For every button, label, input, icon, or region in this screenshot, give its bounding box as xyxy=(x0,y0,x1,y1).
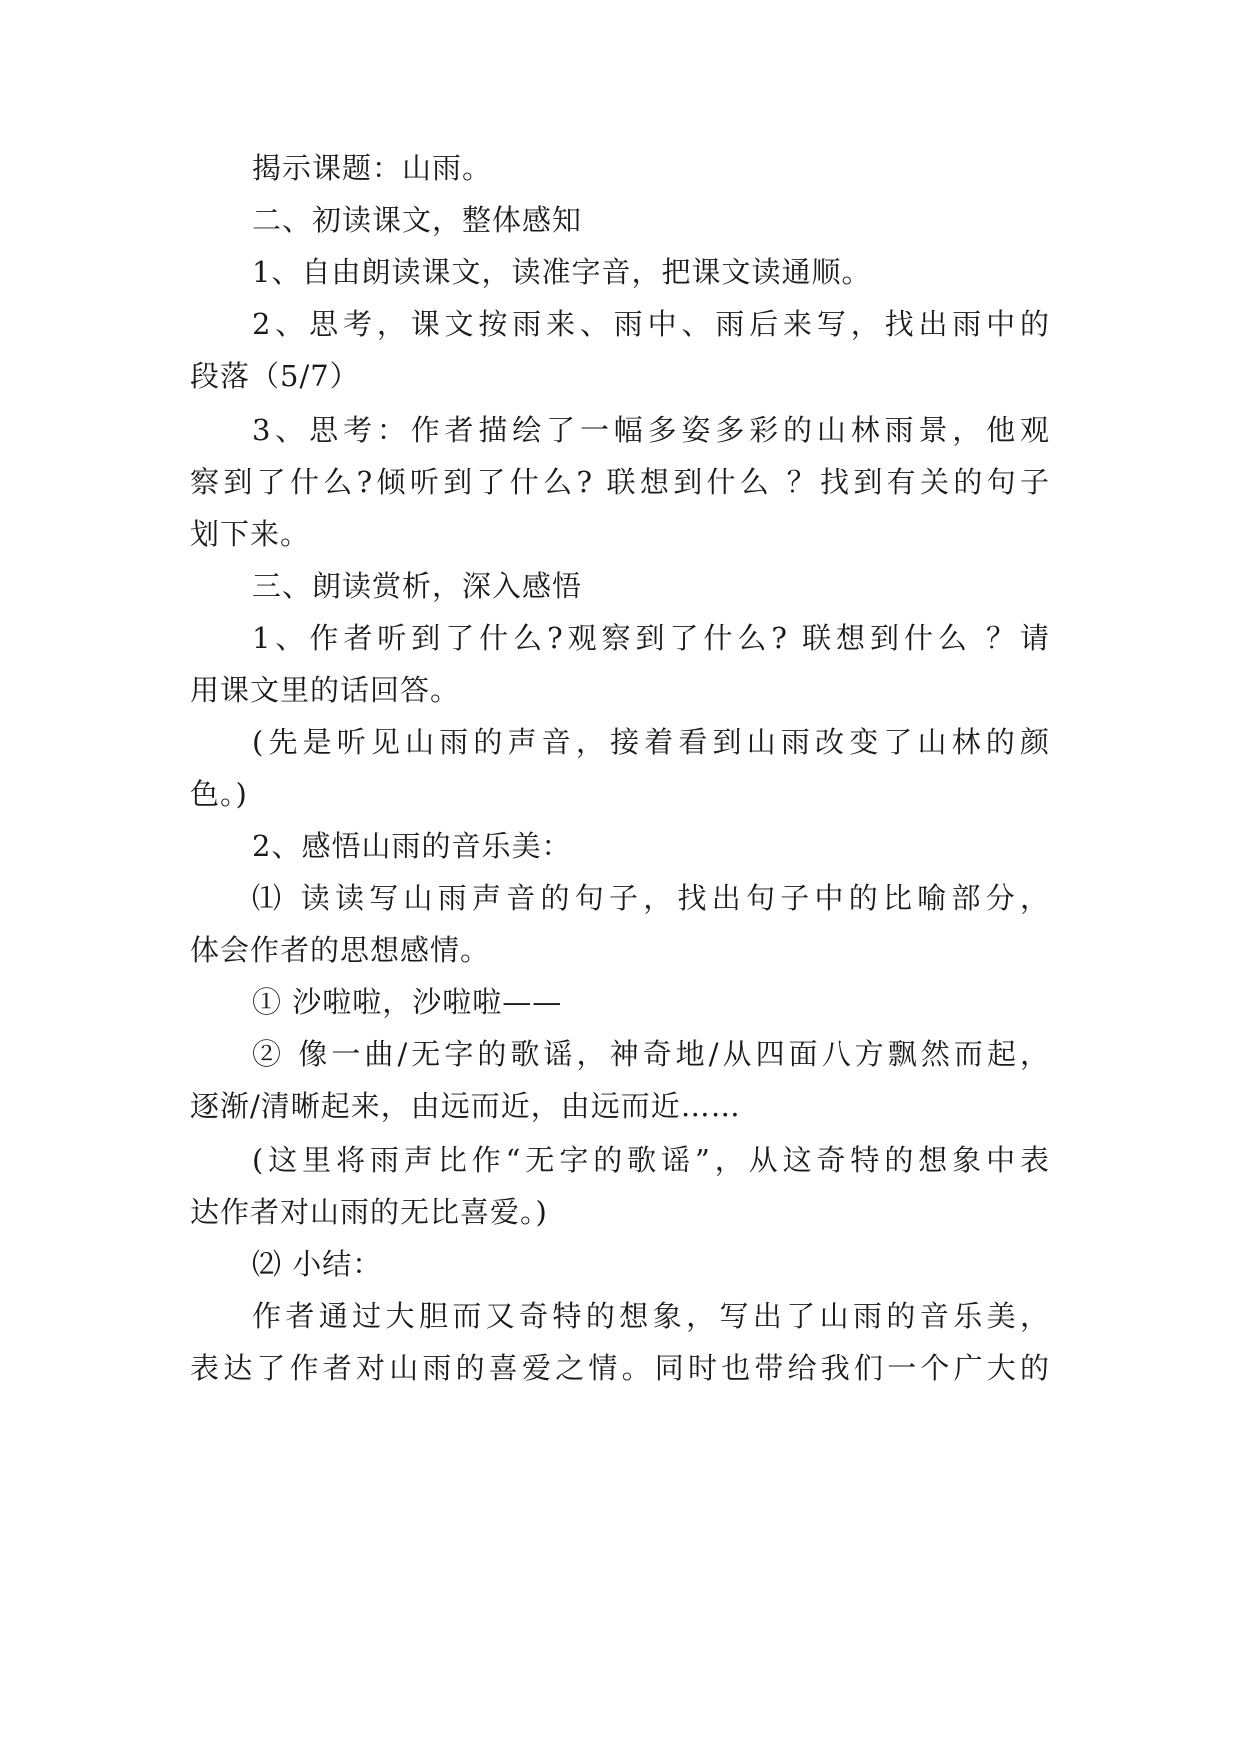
text-line: ⑵ 小结： xyxy=(252,1247,383,1281)
text-line: (这里将雨声比作“无字的歌谣”，从这奇特的想象中表 xyxy=(252,1143,1050,1177)
section-heading: 二、初读课文，整体感知 xyxy=(252,203,583,237)
text-line: 1、作者听到了什么?观察到了什么? 联想到什么 ？请 xyxy=(252,621,1050,655)
text-line: 察到了什么?倾听到了什么? 联想到什么 ？找到有关的句子 xyxy=(190,465,1050,499)
text-line: 达作者对山雨的无比喜爱。) xyxy=(190,1195,548,1229)
text-line: ⑴ 读读写山雨声音的句子，找出句子中的比喻部分， xyxy=(252,881,1050,915)
text-line: 逐渐/清晰起来，由远而近，由远而近…… xyxy=(190,1089,741,1123)
text-line: ② 像一曲/无字的歌谣，神奇地/从四面八方飘然而起， xyxy=(252,1037,1050,1071)
text-line: 揭示课题：山雨。 xyxy=(252,151,493,185)
text-line: 色。) xyxy=(190,777,248,811)
text-line: 体会作者的思想感情。 xyxy=(190,933,491,967)
text-line: 2、思考，课文按雨来、雨中、雨后来写，找出雨中的 xyxy=(252,307,1050,341)
text-line: 表达了作者对山雨的喜爱之情。同时也带给我们一个广大的 xyxy=(190,1351,1050,1385)
section-heading: 三、朗读赏析，深入感悟 xyxy=(252,569,583,603)
text-line: 作者通过大胆而又奇特的想象，写出了山雨的音乐美， xyxy=(252,1299,1050,1333)
text-line: (先是听见山雨的声音，接着看到山雨改变了山林的颜 xyxy=(252,725,1050,759)
text-line: 划下来。 xyxy=(190,517,311,551)
text-line: 2、感悟山雨的音乐美： xyxy=(252,829,572,863)
text-line: 1、自由朗读课文，读准字音，把课文读通顺。 xyxy=(252,255,872,289)
text-line: 用课文里的话回答。 xyxy=(190,673,461,707)
text-line: 段落（5/7） xyxy=(190,359,360,393)
text-line: 3、思考：作者描绘了一幅多姿多彩的山林雨景，他观 xyxy=(252,413,1050,447)
text-line: ① 沙啦啦，沙啦啦—— xyxy=(252,985,563,1019)
